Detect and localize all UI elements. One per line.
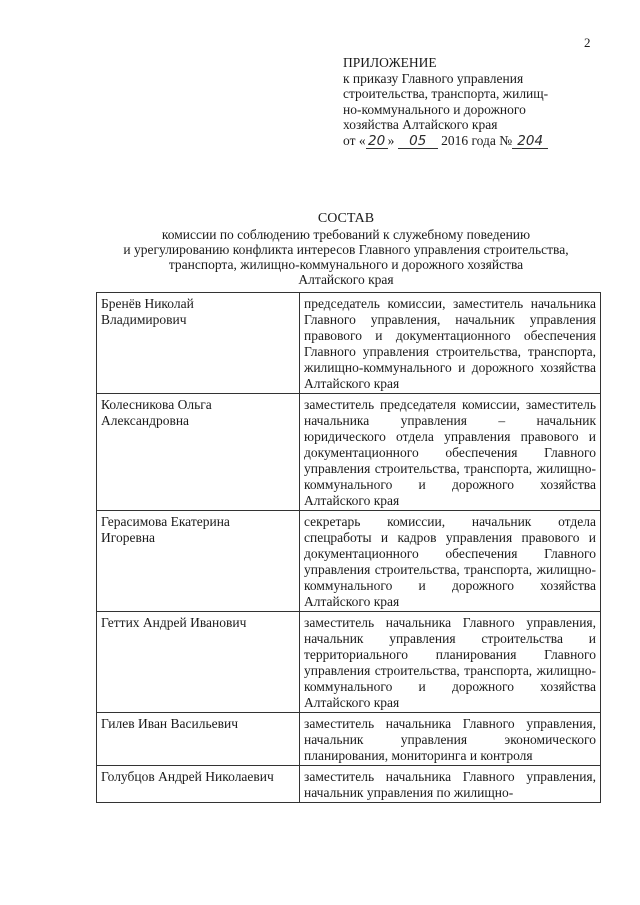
document-title: СОСТАВ bbox=[317, 211, 375, 226]
name-line: Колесникова Ольга bbox=[101, 397, 212, 412]
subtitle-line: и урегулированию конфликта интересов Главного управления строительства, bbox=[123, 242, 569, 257]
date-suffix: 2016 года № bbox=[441, 132, 513, 148]
name-line: Гилев Иван Васильевич bbox=[101, 716, 239, 731]
table-row bbox=[97, 511, 601, 612]
member-name bbox=[97, 713, 300, 766]
order-date-line bbox=[343, 133, 548, 149]
name-line: Игоревна bbox=[101, 530, 156, 545]
date-mid: » bbox=[387, 132, 395, 148]
member-role: заместитель начальника Главного управления, начальник управления по жилищно- bbox=[300, 766, 601, 803]
document-title-block bbox=[96, 211, 596, 287]
name-line: Бренёв Николай bbox=[101, 296, 194, 311]
subtitle-line: комиссии по соблюдению требований к служебному поведению bbox=[161, 227, 531, 242]
table-row bbox=[97, 612, 601, 713]
name-line: Александровна bbox=[101, 413, 190, 428]
member-name bbox=[97, 293, 300, 394]
member-name bbox=[97, 766, 300, 803]
member-role: заместитель начальника Главного управления, начальник управления экономического планирования, мониторинга и контроля bbox=[300, 713, 601, 766]
table-row bbox=[97, 394, 601, 511]
subtitle-line: транспорта, жилищно-коммунального и дорожного хозяйства bbox=[168, 257, 524, 272]
subtitle-line: Алтайского края bbox=[298, 272, 394, 287]
member-role: заместитель начальника Главного управления, начальник управления строительства и территориального планирования Главного управления строительства, транспорта, жилищно-коммунального и дорожного хозяйства Алтайского края bbox=[300, 612, 601, 713]
name-line: Геттих Андрей Иванович bbox=[101, 615, 247, 630]
member-name bbox=[97, 511, 300, 612]
appendix-line: к приказу Главного управления bbox=[343, 70, 524, 86]
name-line: Герасимова Екатерина bbox=[101, 514, 230, 529]
table-row bbox=[97, 766, 601, 803]
appendix-block bbox=[343, 55, 548, 149]
member-role: секретарь комиссии, начальник отдела спецработы и кадров управления правового и документационного обеспечения Главного управления строительства, транспорта, жилищно-коммунального и дорожного хозяйства Алтайского края bbox=[300, 511, 601, 612]
appendix-line: хозяйства Алтайского края bbox=[343, 117, 498, 132]
name-line: Владимирович bbox=[101, 312, 187, 327]
member-role: заместитель председателя комиссии, заместитель начальника управления – начальник юридического отдела управления правового и документационного обеспечения Главного управления строительства, транспорта, жилищно-коммунального и дорожного хозяйства Алтайского края bbox=[300, 394, 601, 511]
appendix-line: строительства, транспорта, жилищ- bbox=[343, 86, 549, 101]
handwritten-order-number: 204 bbox=[512, 135, 548, 149]
table-row bbox=[97, 713, 601, 766]
handwritten-month: 05 bbox=[398, 135, 438, 149]
member-name bbox=[97, 394, 300, 511]
date-prefix: от « bbox=[343, 132, 366, 148]
appendix-line: но-коммунального и дорожного bbox=[343, 101, 526, 117]
page-number: 2 bbox=[584, 35, 591, 50]
appendix-heading: ПРИЛОЖЕНИЕ bbox=[343, 55, 437, 70]
name-line: Голубцов Андрей Николаевич bbox=[101, 769, 274, 784]
handwritten-day: 20 bbox=[366, 135, 388, 149]
table-row bbox=[97, 293, 601, 394]
members-table bbox=[96, 292, 601, 803]
member-name bbox=[97, 612, 300, 713]
member-role: председатель комиссии, заместитель начальника Главного управления, начальник управления правового и документационного обеспечения Главного управления строительства, транспорта, жилищно-коммунального и дорожного хозяйства Алтайского края bbox=[300, 293, 601, 394]
